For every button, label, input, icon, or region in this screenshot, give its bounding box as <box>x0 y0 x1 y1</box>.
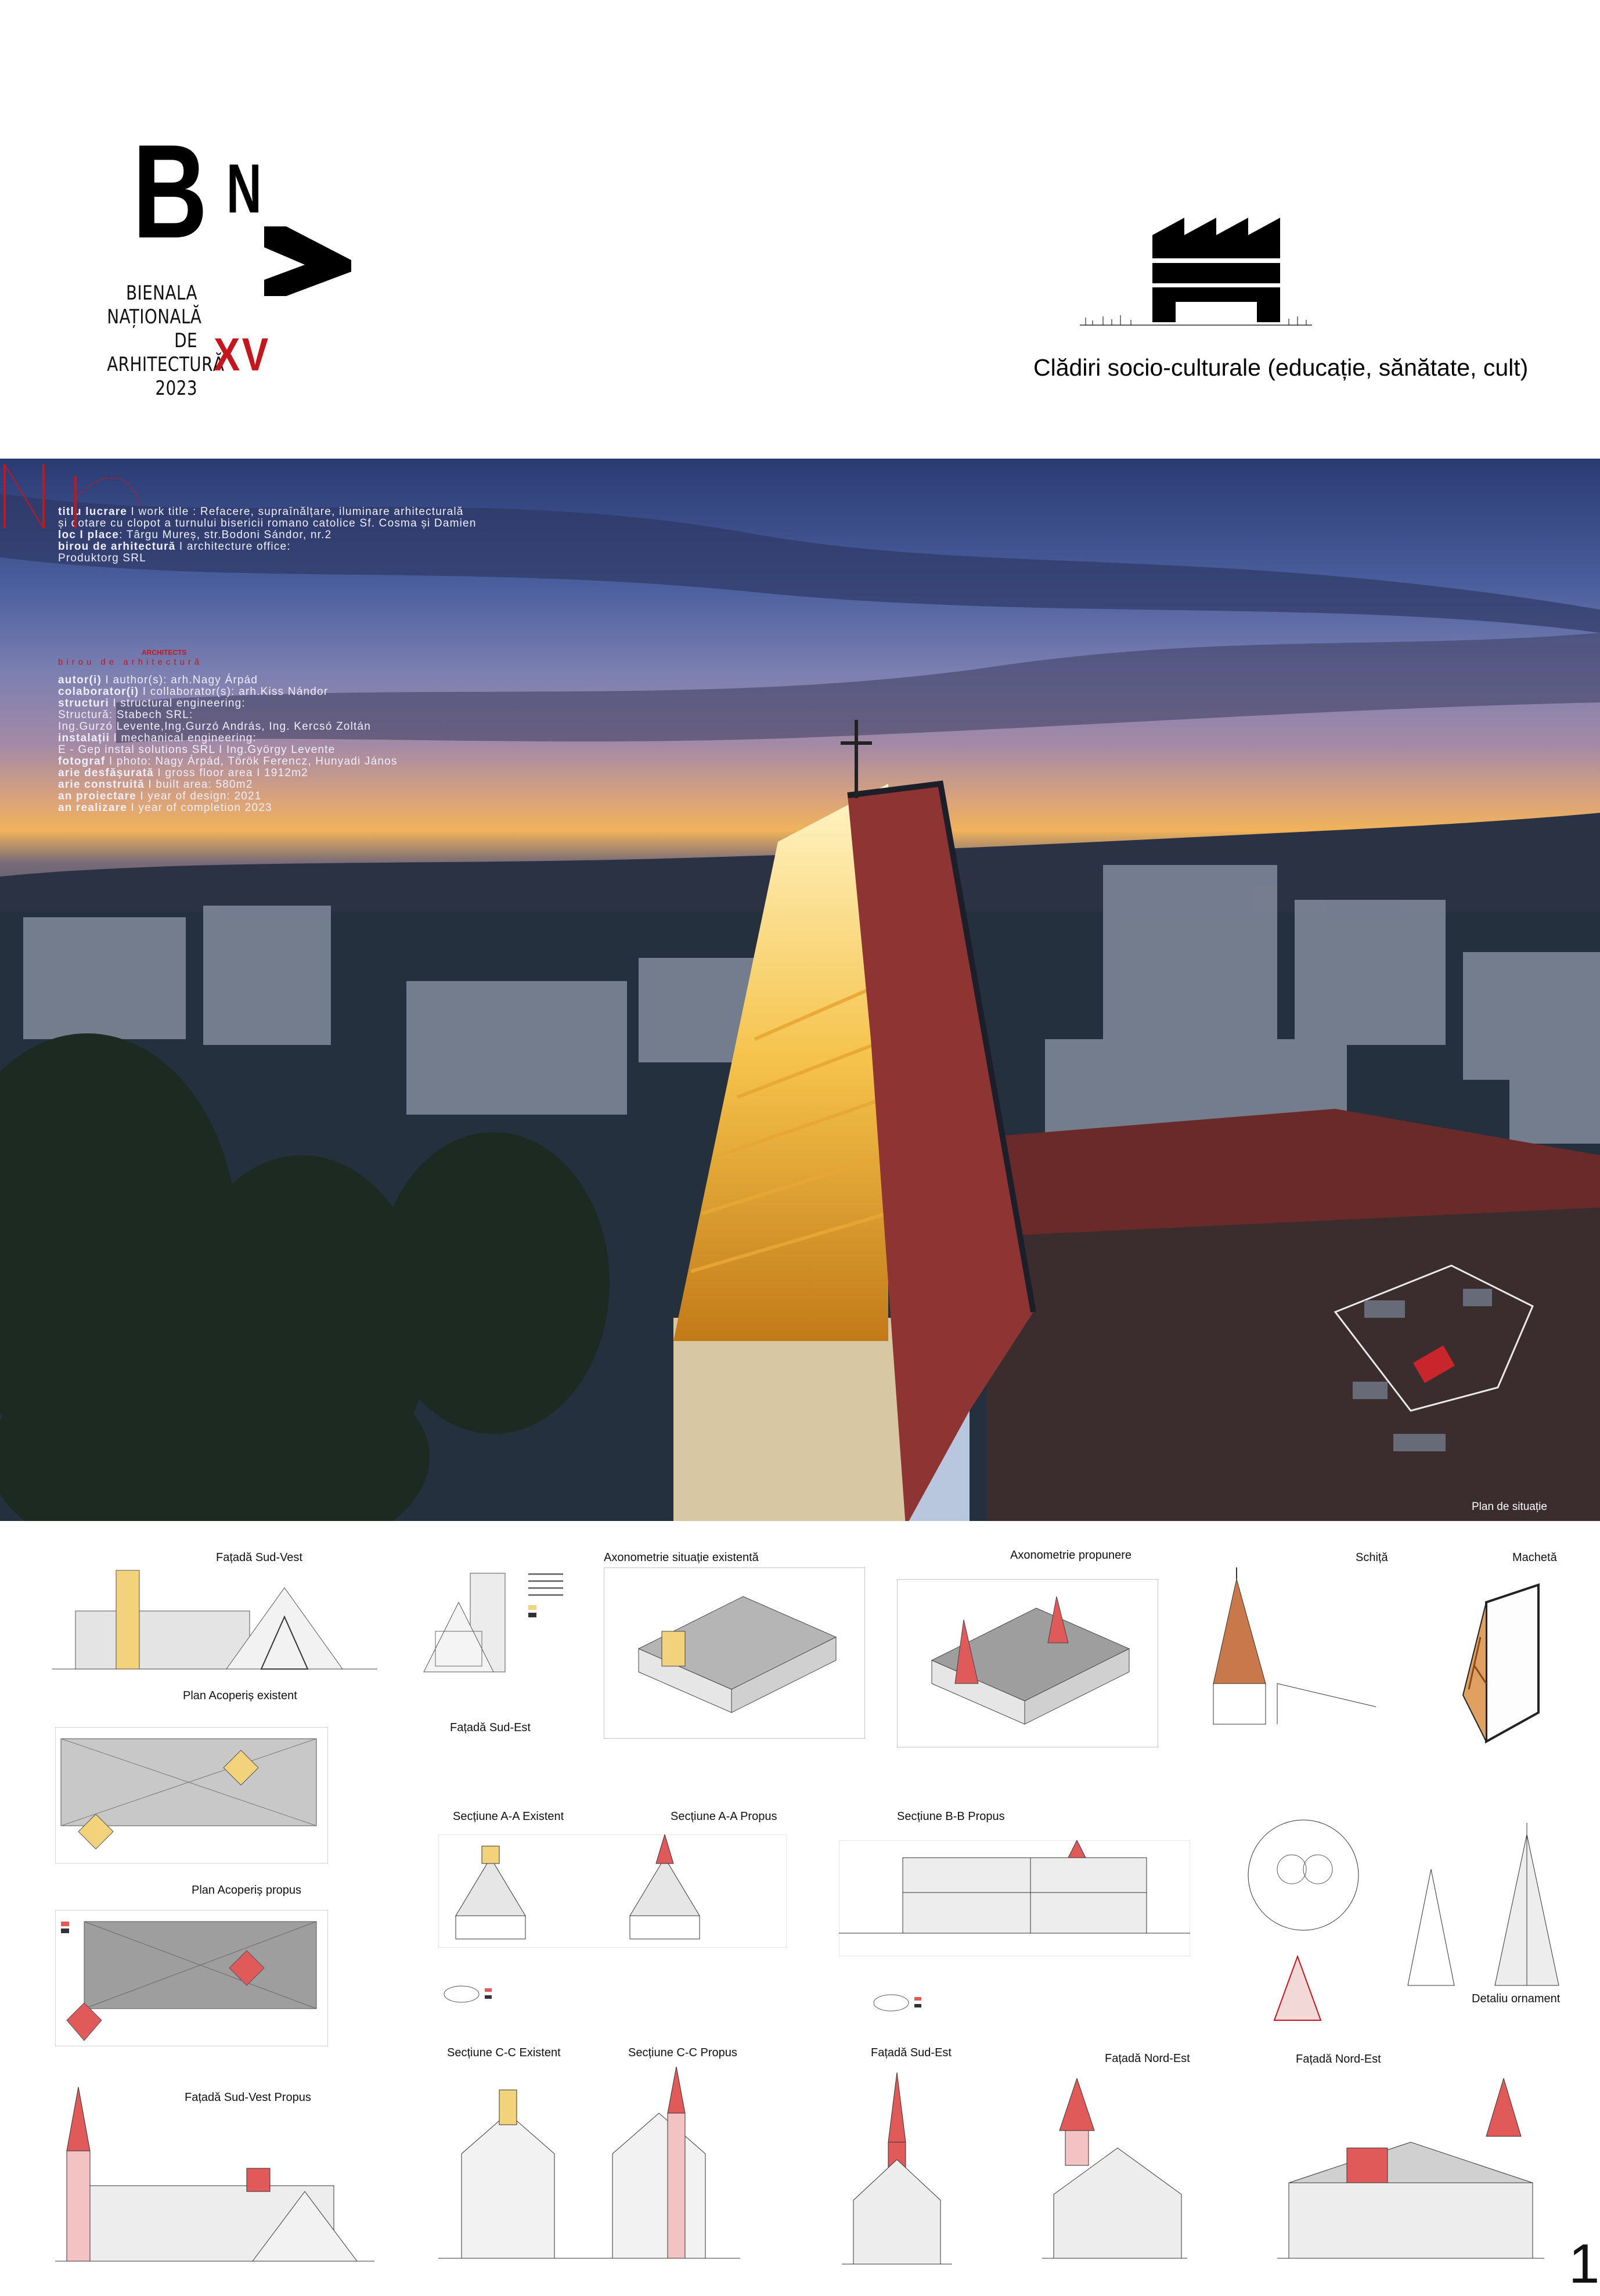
office-logo-text: ARCHITECTS <box>142 648 187 657</box>
credit-value: : Târgu Mureș, str.Bodoni Sándor, nr.2 <box>119 529 332 541</box>
credit-label: arie construită <box>58 778 145 791</box>
section-bb-drawing <box>839 1840 1190 1956</box>
drawing-title: Axonometrie situație existentă <box>604 1551 759 1564</box>
credit-value: E - Gep instal solutions SRL I Ing.György Levente <box>58 744 336 756</box>
drawing-title: Machetă <box>1512 1551 1557 1564</box>
legend-drawing <box>868 1991 932 2014</box>
facade-sw-proposed-drawing <box>55 2087 374 2270</box>
bna-letter-n: N <box>226 150 262 228</box>
site-plan-label: Plan de situație <box>1472 1501 1547 1513</box>
credit-value: I work title : Refacere, supraînălțare, iluminare arhitecturală <box>127 506 464 518</box>
model-photo <box>1446 1579 1562 1747</box>
credit-value: I gross floor area I 1912m2 <box>153 767 308 779</box>
team-credits <box>58 675 511 814</box>
category-title: Clădiri socio-culturale (educație, sănătate, cult) <box>1033 354 1529 381</box>
credit-value: I photo: Nagy Árpád, Török Ferencz, Hunyadi János <box>105 755 398 767</box>
facade-se-proposed-drawing <box>842 2072 952 2270</box>
credit-label: autor(i) <box>58 674 102 686</box>
bna-line: BIENALA <box>125 282 197 305</box>
credit-value: Structură: Stabech SRL: <box>58 709 193 721</box>
office-logo <box>0 459 145 546</box>
credit-value: și dotare cu clopot a turnului bisericii romano catolice Sf. Cosma și Damien <box>58 517 477 529</box>
bna-edition: XV <box>214 329 271 380</box>
office-logo-subtitle: birou de arhitectură <box>58 657 203 667</box>
drawing-title: Detaliu ornament <box>1472 1992 1561 2005</box>
tower-photo-illustration <box>0 459 1600 1521</box>
sketch-drawing <box>1190 1567 1382 1730</box>
axonometry-proposal-drawing <box>897 1579 1158 1747</box>
credit-value: I year of design: 2021 <box>136 790 262 802</box>
credit-label: loc I place <box>58 529 120 541</box>
facade-se-drawing <box>401 1562 586 1684</box>
roof-plan-proposed-drawing <box>55 1910 328 2046</box>
drawing-title: Fațadă Nord-Est <box>1105 2052 1190 2065</box>
credit-value: I structural engineering: <box>109 697 246 709</box>
credit-value: Produktorg SRL <box>58 552 146 564</box>
credit-label: structuri <box>58 697 109 709</box>
roof-plan-existing-drawing <box>55 1727 328 1864</box>
facade-sw-drawing <box>52 1565 377 1684</box>
poster-header <box>0 0 1600 459</box>
credit-label: colaborator(i) <box>58 686 139 698</box>
bna-line: ARHITECTURĂ <box>107 353 225 376</box>
facade-ne-full-drawing <box>1277 2078 1544 2270</box>
drawing-title: Fațadă Nord-Est <box>1296 2053 1381 2066</box>
page-number: 1 <box>1569 2233 1600 2295</box>
drawing-title: Fațadă Sud-Est <box>871 2046 952 2059</box>
drawing-title: Axonometrie propunere <box>1010 1549 1132 1562</box>
drawing-title: Plan Acoperiș existent <box>183 1689 297 1702</box>
drawing-title: Fațadă Sud-Est <box>450 1721 531 1734</box>
bna-wordmark <box>107 282 225 401</box>
ornament-detail-drawing <box>1239 1811 1565 2043</box>
drawing-title: Secțiune C-C Propus <box>628 2046 737 2059</box>
hero-photo <box>0 459 1600 1521</box>
drawing-title: Fațadă Sud-Vest Propus <box>185 2091 311 2104</box>
drawing-title: Secțiune A-A Propus <box>671 1810 777 1823</box>
section-cc-drawing <box>438 2067 740 2273</box>
credit-label: an realizare <box>58 802 127 814</box>
facade-ne-proposed-drawing <box>1042 2078 1187 2270</box>
credit-label: birou de arhitectură <box>58 540 176 553</box>
credit-value: I collaborator(s): arh.Kiss Nándor <box>139 686 329 698</box>
credit-value: I architecture office: <box>175 540 291 553</box>
credit-label: titlu lucrare <box>58 506 128 518</box>
drawing-title: Secțiune C-C Existent <box>447 2046 561 2059</box>
bna-line: DE <box>174 329 197 352</box>
credit-label: fotograf <box>58 755 106 767</box>
legend-drawing <box>438 1983 508 2006</box>
drawing-title: Plan Acoperiș propus <box>192 1884 302 1897</box>
bna-letter-b: B <box>132 117 208 266</box>
bna-line: NAȚIONALĂ <box>107 305 202 329</box>
drawing-title: Schiță <box>1356 1551 1388 1564</box>
bna-letter-a-icon <box>264 226 351 296</box>
credit-value: Ing.Gurzó Levente,Ing.Gurzó András, Ing. Kercsó Zoltán <box>58 720 372 733</box>
section-aa-drawing <box>438 1834 787 1948</box>
credit-value: I mechanical engineering: <box>110 732 257 744</box>
credit-label: arie desfășurată <box>58 767 154 779</box>
drawing-title: Secțiune B-B Propus <box>897 1810 1005 1823</box>
factory-icon <box>1080 200 1312 334</box>
bna-line: 2023 <box>155 377 197 400</box>
credit-label: instalații <box>58 732 110 744</box>
drawing-title: Fațadă Sud-Vest <box>216 1551 302 1564</box>
credit-value: I built area: 580m2 <box>144 778 253 791</box>
credit-value: I year of completion 2023 <box>127 802 272 814</box>
credit-label: an proiectare <box>58 790 136 802</box>
credit-value: I author(s): arh.Nagy Árpád <box>102 674 258 686</box>
axonometry-existing-drawing <box>604 1567 865 1739</box>
drawing-title: Secțiune A-A Existent <box>453 1810 564 1823</box>
